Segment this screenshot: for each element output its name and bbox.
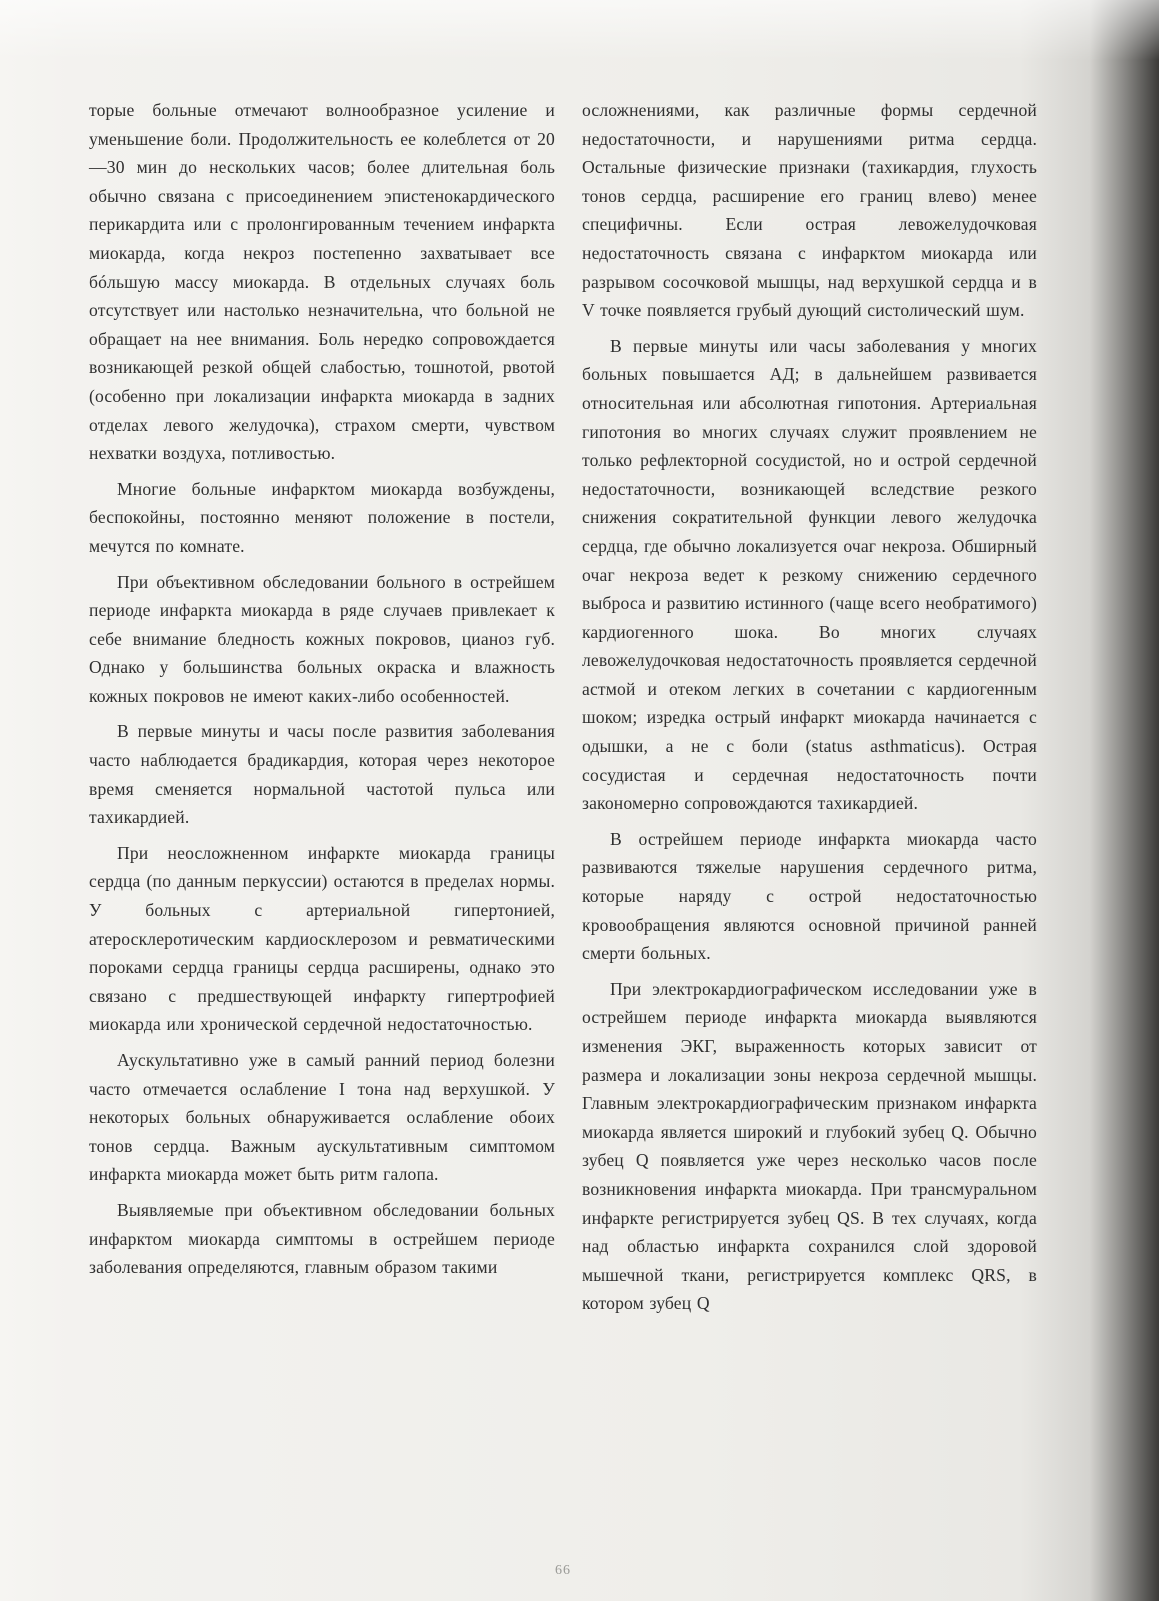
paragraph: В острейшем периоде инфаркта миокарда часто развиваются тяжелые нарушения сердечного ритма, которые наряду с острой недостаточностью кровообращения являются основной причиной ранней смерти больных. bbox=[582, 828, 1037, 964]
right-text-column bbox=[582, 96, 1037, 1325]
paragraph: В первые минуты или часы заболевания у многих больных повышается АД; в дальнейшем развивается относительная или абсолютная гипотония. Артериальная гипотония во многих случаях служит проявлением не только рефлекторной сосудистой, но и острой сердечной недостаточности, возникающей вследствие резкого снижения сократительной функции левого желудочка сердца, где обычно локализуется очаг некроза. Обширный очаг некроза ведет к резкому снижению сердечного выброса и развитию истинного (чаще всего необратимого) кардиогенного шока. Во многих случаях левожелудочковая недостаточность проявляется сердечной астмой и отеком легких в сочетании с кардиогенным шоком; изредка острый инфаркт миокарда начинается с одышки, а не с боли (status asthmaticus). Острая сосудистая и сердечная недостаточность почти закономерно сопровождаются тахикардией. bbox=[582, 335, 1037, 814]
paragraph: В первые минуты и часы после развития заболевания часто наблюдается брадикардия, которая через некоторое время сменяется нормальной частотой пульса или тахикардией. bbox=[89, 721, 555, 828]
paragraph: При объективном обследовании больного в острейшем периоде инфаркта миокарда в ряде случаев привлекает к себе внимание бледность кожных покровов, цианоз губ. Однако у большинства больных окраска и влажность кожных покровов не имеют каких-либо особенностей. bbox=[89, 571, 555, 706]
paragraph: Аускультативно уже в самый ранний период болезни часто отмечается ослабление I тона над верхушкой. У некоторых больных обнаруживается ослабление обоих тонов сердца. Важным аускультативным симптомом инфаркта миокарда может быть ритм галопа. bbox=[89, 1050, 555, 1185]
left-text-column bbox=[89, 96, 555, 1289]
paragraph: торые больные отмечают волнообразное усиление и уменьшение боли. Продолжительность ее колеблется от 20—30 мин до нескольких часов; более длительная боль обычно связана с присоединением эпистенокардического перикардита или с пролонгированным течением инфаркта миокарда, когда некроз постепенно захватывает все бóльшую массу миокарда. В отдельных случаях боль отсутствует или настолько незначительна, что больной не обращает на нее внимания. Боль нередко сопровождается возникающей резкой общей слабостью, тошнотой, рвотой (особенно при локализации инфаркта миокарда в задних отделах левого желудочка), страхом смерти, чувством нехватки воздуха, потливостью. bbox=[89, 100, 555, 464]
paragraph: осложнениями, как различные формы сердечной недостаточности, и нарушениями ритма сердца. Остальные физические признаки (тахикардия, глухость тонов сердца, расширение его границ влево) менее специфичны. Если острая левожелудочковая недостаточность связана с инфарктом миокарда или разрывом сосочковой мышцы, над верхушкой сердца и в V точке появляется грубый дующий систолический шум. bbox=[582, 100, 1037, 321]
paragraph: При электрокардиографическом исследовании уже в острейшем периоде инфаркта миокарда выявляются изменения ЭКГ, выраженность которых зависит от размера и локализации зоны некроза сердечной мышцы. Главным электрокардиографическим признаком инфаркта миокарда является широкий и глубокий зубец Q. Обычно зубец Q появляется уже через несколько часов после возникновения инфаркта миокарда. При трансмуральном инфаркте регистрируется зубец QS. В тех случаях, когда над областью инфаркта сохранился слой здоровой мышечной ткани, регистрируется комплекс QRS, в котором зубец Q bbox=[582, 978, 1037, 1314]
paragraph: При неосложненном инфаркте миокарда границы сердца (по данным перкуссии) остаются в пределах нормы. У больных с артериальной гипертонией, атеросклеротическим кардиосклерозом и ревматическими пороками сердца границы сердца расширены, однако это связано с предшествующей инфаркту гипертрофией миокарда или хронической сердечной недостаточностью. bbox=[89, 842, 555, 1035]
paragraph: Многие больные инфарктом миокарда возбуждены, беспокойны, постоянно меняют положение в постели, мечутся по комнате. bbox=[89, 478, 555, 556]
page-number: 66 bbox=[555, 1563, 571, 1578]
paragraph: Выявляемые при объективном обследовании больных инфарктом миокарда симптомы в острейшем периоде заболевания определяются, главным образом такими bbox=[89, 1199, 555, 1278]
